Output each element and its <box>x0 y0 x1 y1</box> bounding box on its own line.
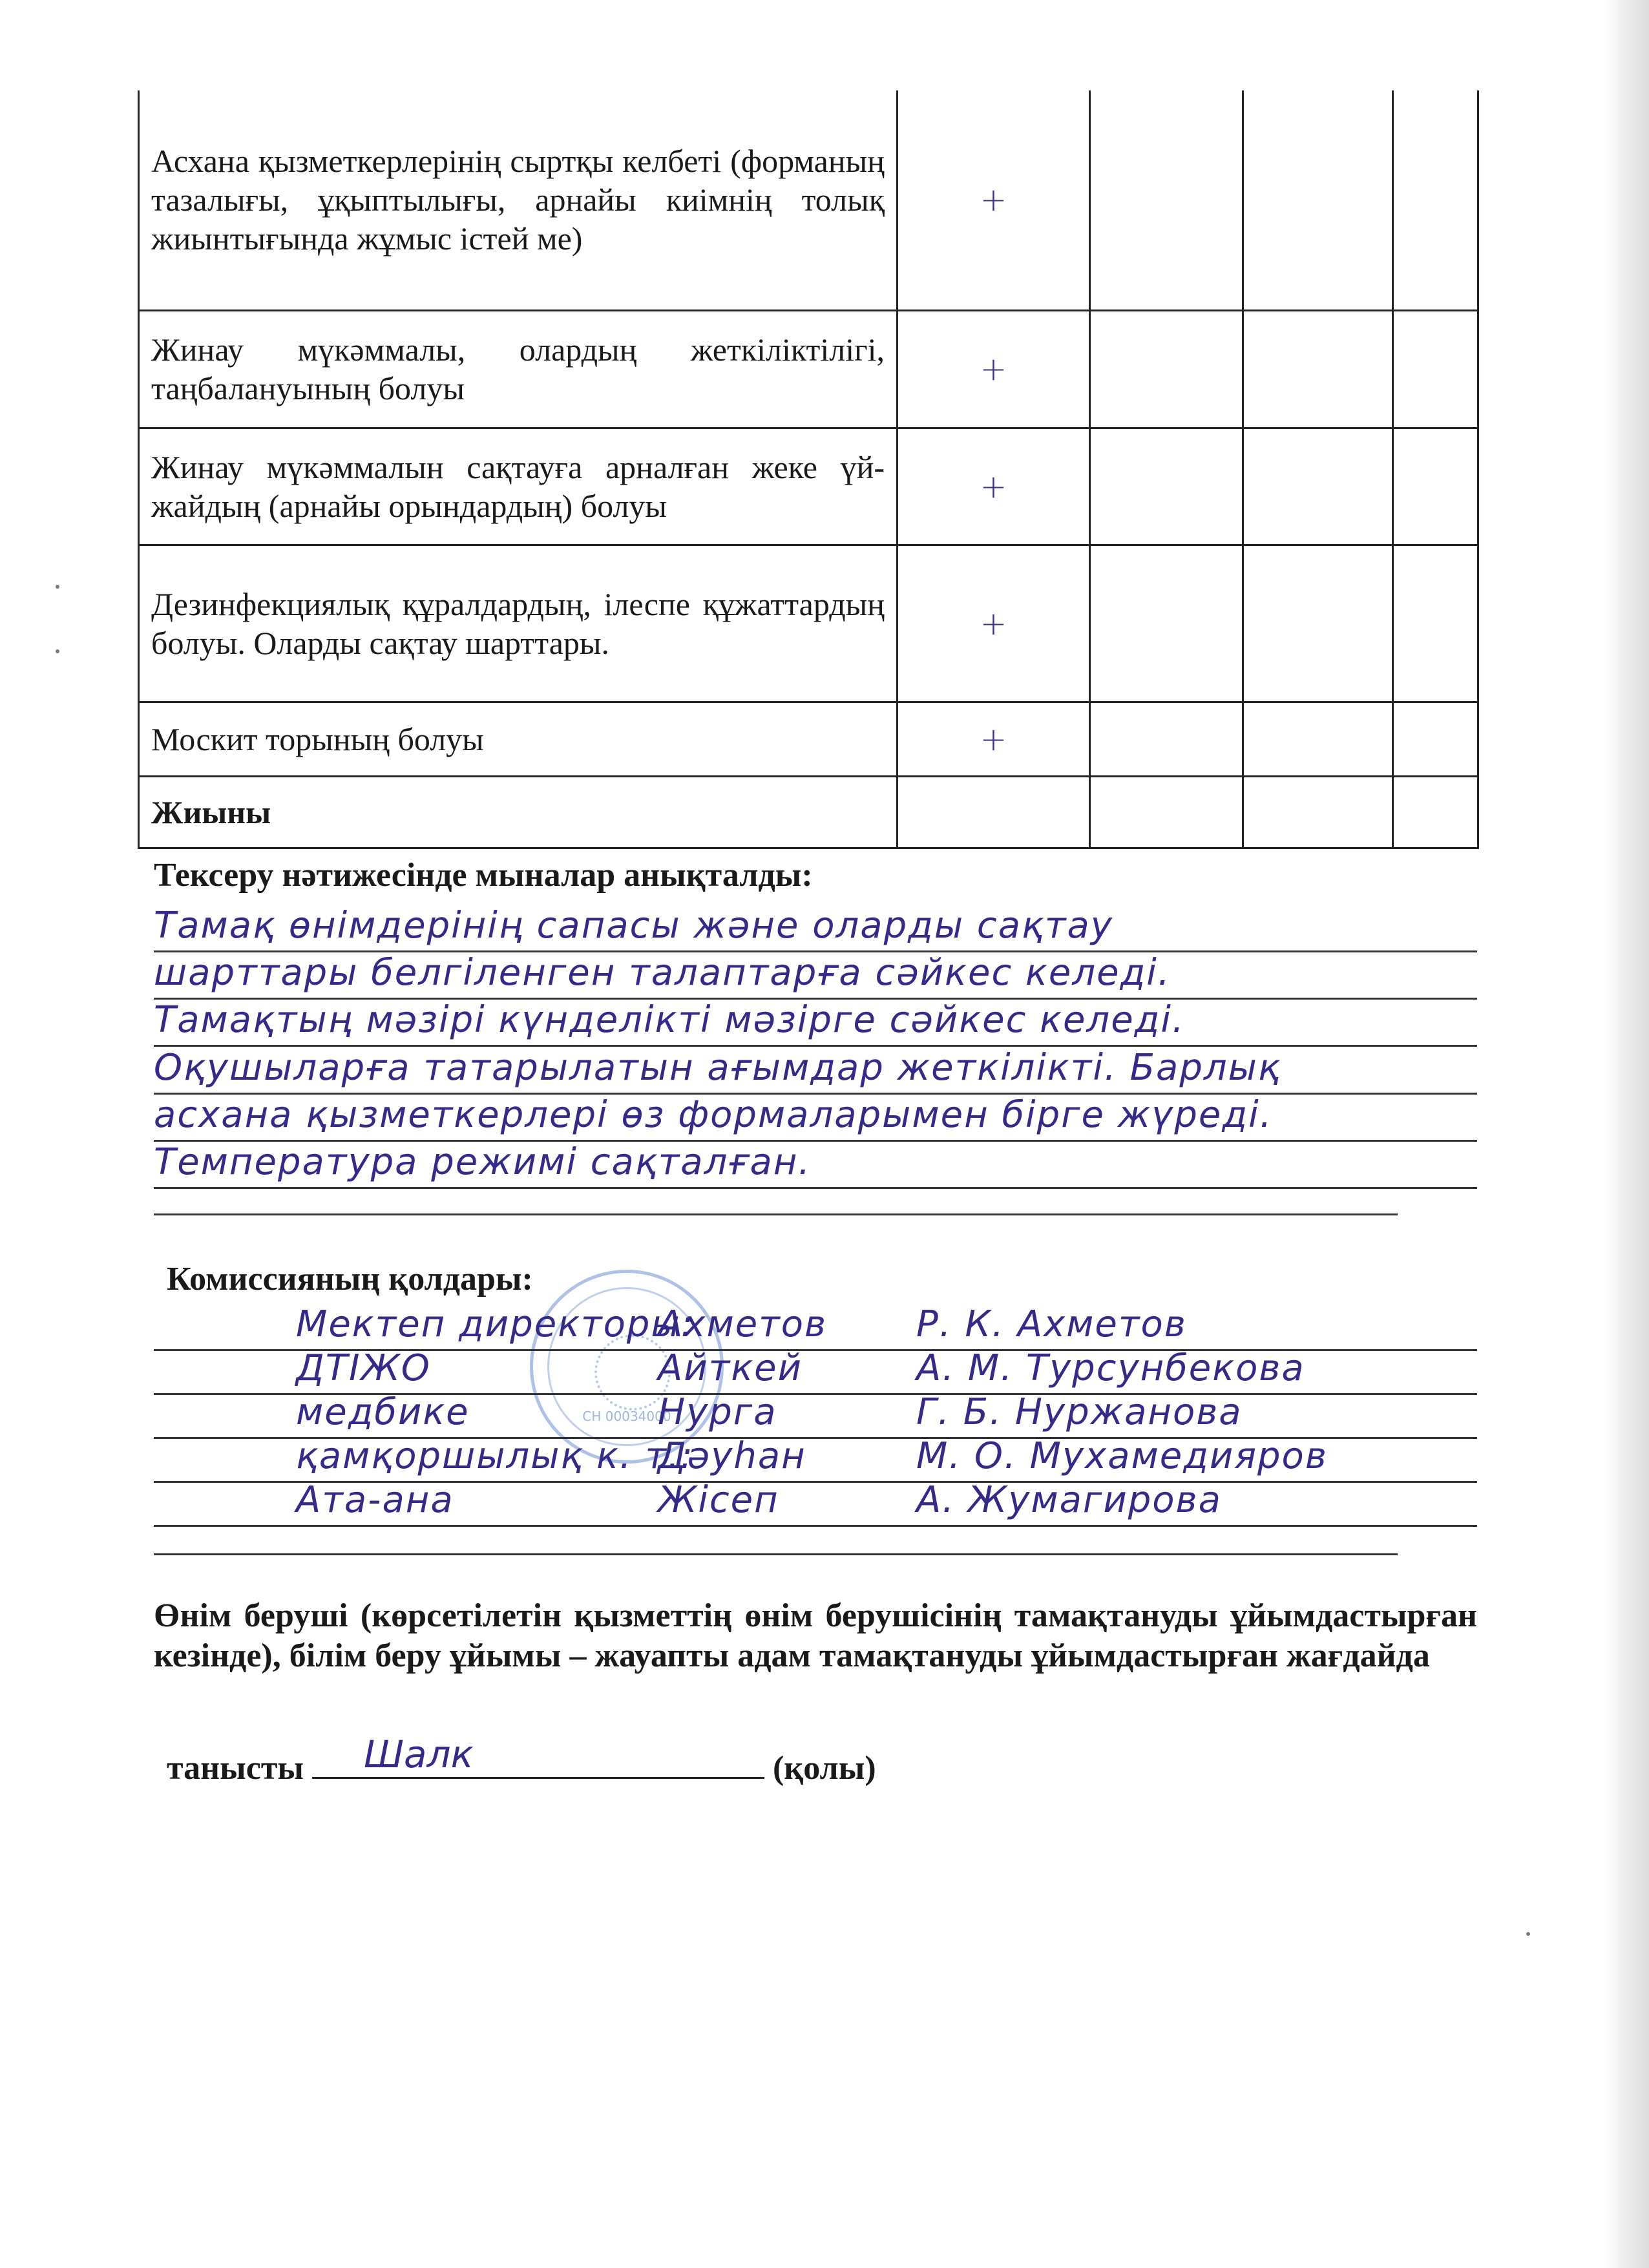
findings-line <box>154 994 1477 1047</box>
signer-name: А. Жумагирова <box>916 1479 1222 1521</box>
criterion-cell: Москит торының болуы <box>139 702 898 776</box>
empty-cell <box>1243 702 1393 776</box>
empty-cell <box>1090 545 1243 702</box>
empty-cell <box>1090 310 1243 428</box>
signer-name: А. М. Турсунбекова <box>916 1347 1305 1389</box>
signer-name: М. О. Мухамедияров <box>916 1435 1328 1477</box>
plus-mark: + <box>898 90 1090 310</box>
empty-cell <box>898 776 1090 848</box>
scan-speck <box>56 585 59 589</box>
plus-mark: + <box>898 545 1090 702</box>
handwritten-text: Оқушыларға татарылатын ағымдар жеткілікті. Барлық <box>154 1047 1281 1089</box>
signer-name: Р. К. Ахметов <box>916 1303 1187 1345</box>
findings-line <box>154 1089 1477 1142</box>
empty-cell <box>1243 545 1393 702</box>
provider-signature: Шалк <box>363 1732 474 1776</box>
criterion-cell: Дезинфекциялық құралдардың, ілеспе құжаттардың болуы. Оларды сақтау шарттары. <box>139 545 898 702</box>
findings-line <box>154 947 1477 1000</box>
criterion-cell: Асхана қызметкерлерінің сыртқы келбеті (форманың тазалығы, ұқыптылығы, арнайы киімнің толық жиынтығында жұмыс істей ме) <box>139 90 898 310</box>
commission-heading: Комиссияның қолдары: <box>167 1261 533 1297</box>
signer-role: Ата-ана <box>296 1479 454 1521</box>
empty-cell <box>1090 90 1243 310</box>
empty-cell <box>1090 776 1243 848</box>
signer-role: қамқоршылық к. т.: <box>296 1435 694 1477</box>
empty-cell <box>1393 702 1478 776</box>
signature-blank <box>312 1732 764 1779</box>
signature-mark: Ахметов <box>658 1303 828 1345</box>
signature-row <box>154 1347 1477 1389</box>
signature-mark: Айткей <box>658 1347 803 1389</box>
empty-cell <box>1393 310 1478 428</box>
empty-cell <box>1243 90 1393 310</box>
table-row <box>139 545 1478 702</box>
plus-mark: + <box>898 310 1090 428</box>
table-row <box>139 310 1478 428</box>
signature-row <box>154 1303 1477 1345</box>
acquainted-label: танысты <box>167 1750 304 1787</box>
scan-speck <box>1526 1932 1530 1936</box>
empty-cell <box>1090 428 1243 545</box>
total-label: Жиыны <box>139 776 898 848</box>
scan-speck <box>56 649 59 653</box>
signer-name: Г. Б. Нуржанова <box>916 1391 1243 1433</box>
plus-mark: + <box>898 702 1090 776</box>
signature-row <box>154 1435 1477 1477</box>
scan-edge-shadow <box>1604 0 1649 2268</box>
signature-hint: (қолы) <box>772 1750 876 1787</box>
provider-paragraph: Өнім беруші (көрсетілетін қызметтің өнім берушісінің тамақтануды ұйымдастырған кезінде), білім беру ұйымы – жауапты адам тамақтануды ұйымдастырған жағдайда <box>154 1597 1477 1674</box>
empty-cell <box>1243 310 1393 428</box>
table-row <box>139 702 1478 776</box>
signature-line-empty <box>154 1503 1398 1555</box>
empty-cell <box>1090 702 1243 776</box>
empty-cell <box>1393 545 1478 702</box>
checklist-table <box>138 90 1479 849</box>
findings-line <box>154 1042 1477 1095</box>
findings-line-empty <box>154 1163 1398 1215</box>
criterion-cell: Жинау мүкәммалы, олардың жеткіліктілігі, таңбалануының болуы <box>139 310 898 428</box>
findings-heading: Тексеру нәтижесінде мыналар анықталды: <box>154 857 813 894</box>
handwritten-text: асхана қызметкерлері өз формаларымен бірге жүреді. <box>154 1094 1273 1136</box>
table-row <box>139 90 1478 310</box>
empty-cell <box>1243 428 1393 545</box>
findings-line <box>154 900 1477 952</box>
signer-role: ДТІЖО <box>296 1347 431 1389</box>
signature-row <box>154 1391 1477 1433</box>
stamp-code: СН 00034000 <box>582 1409 671 1424</box>
criterion-cell: Жинау мүкәммалын сақтауға арналған жеке үй-жайдың (арнайы орындардың) болуы <box>139 428 898 545</box>
handwritten-text: Тамақтың мәзірі күнделікті мәзірге сәйкес келеді. <box>154 999 1185 1041</box>
empty-cell <box>1393 90 1478 310</box>
empty-cell <box>1393 776 1478 848</box>
handwritten-text: Температура режимі сақталған. <box>154 1141 812 1183</box>
handwritten-text: шарттары белгіленген талаптарға сәйкес келеді. <box>154 952 1171 994</box>
signature-mark: Дәуһан <box>658 1435 806 1477</box>
empty-cell <box>1393 428 1478 545</box>
total-row <box>139 776 1478 848</box>
signature-mark: Жісеп <box>658 1479 779 1521</box>
signer-role: медбике <box>296 1391 470 1433</box>
signature-mark: Нурга <box>658 1391 777 1433</box>
plus-mark: + <box>898 428 1090 545</box>
table-row <box>139 428 1478 545</box>
signer-role: Мектеп директоры: <box>296 1303 695 1345</box>
handwritten-text: Тамақ өнімдерінің сапасы және оларды сақтау <box>154 905 1113 947</box>
empty-cell <box>1243 776 1393 848</box>
acquainted-line <box>167 1732 876 1789</box>
